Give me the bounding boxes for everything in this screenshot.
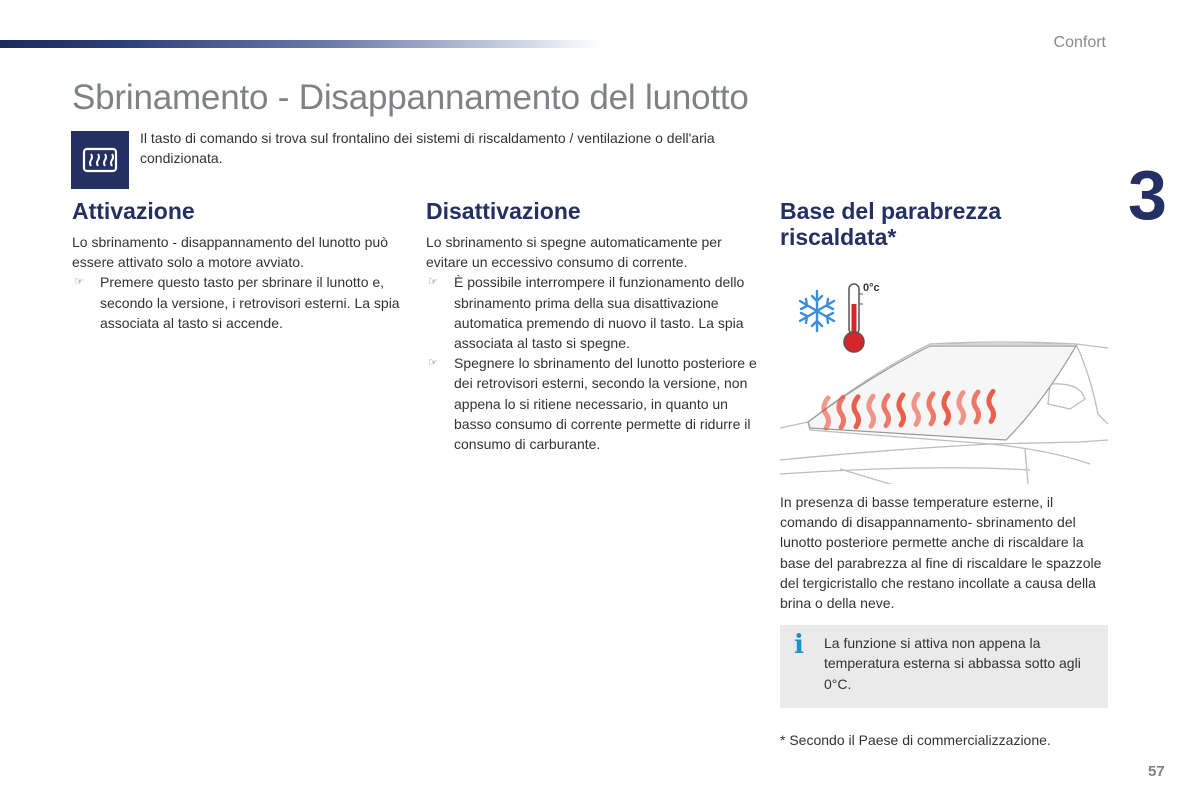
rear-defrost-icon — [71, 131, 129, 189]
chapter-number: 3 — [1128, 156, 1167, 234]
list-item: ☞ Spegnere lo sbrinamento del lunotto posteriore e dei retrovisori esterni, secondo la versione, non appena lo si ritiene necessario, in quanto un basso consumo di corrente permette di ridurre il consumo di carburante. — [426, 353, 758, 454]
page-number: 57 — [1148, 763, 1165, 780]
windscreen-pane — [808, 346, 1076, 440]
intro-text: Il tasto di comando si trova sul frontalino dei sistemi di riscaldamento / ventilazione o dell'aria condizionata. — [140, 130, 715, 166]
header-gradient-bar — [0, 40, 600, 48]
section-label: Confort — [1053, 34, 1106, 51]
thermometer-icon — [844, 284, 864, 352]
snowflake-icon — [800, 291, 834, 331]
info-icon: i — [794, 630, 804, 661]
windscreen-section — [780, 198, 1108, 708]
temperature-label: 0°c — [863, 282, 880, 294]
activation-paragraph: Lo sbrinamento - disappannamento del lunotto può essere attivato solo a motore avviato. — [72, 234, 388, 271]
deactivation-bullets — [426, 272, 758, 454]
list-item: ☞ Premere questo tasto per sbrinare il lunotto e, secondo la versione, i retrovisori esterni. La spia associata al tasto si accende. — [72, 272, 402, 333]
windscreen-heading: Base del parabrezza riscaldata* — [780, 198, 1002, 250]
deactivation-heading: Disattivazione — [426, 198, 581, 224]
activation-section — [72, 198, 402, 333]
list-item: ☞ È possibile interrompere il funzionamento dello sbrinamento prima della sua disattivazione automatica premendo di nuovo il tasto. La spia associata al tasto si spegne. — [426, 272, 758, 353]
heated-windscreen-illustration — [780, 264, 1108, 484]
windscreen-paragraph: In presenza di basse temperature esterne, il comando di disappannamento- sbrinamento del lunotto posteriore permette anche di riscaldare la base del parabrezza al fine di riscaldare le spazzole del tergicristallo che restano incollate a causa della brina o della neve. — [780, 494, 1102, 612]
activation-heading: Attivazione — [72, 198, 195, 224]
deactivation-paragraph: Lo sbrinamento si spegne automaticamente per evitare un eccessivo consumo di corrente. — [426, 234, 722, 271]
footnote: * Secondo il Paese di commercializzazione. — [780, 732, 1051, 748]
info-text: La funzione si attiva non appena la temperatura esterna si abbassa sotto agli 0°C. — [824, 635, 1081, 692]
info-box — [780, 625, 1108, 708]
activation-bullets — [72, 272, 402, 333]
deactivation-section — [426, 198, 758, 454]
page-title: Sbrinamento - Disappannamento del lunotto — [72, 78, 749, 117]
